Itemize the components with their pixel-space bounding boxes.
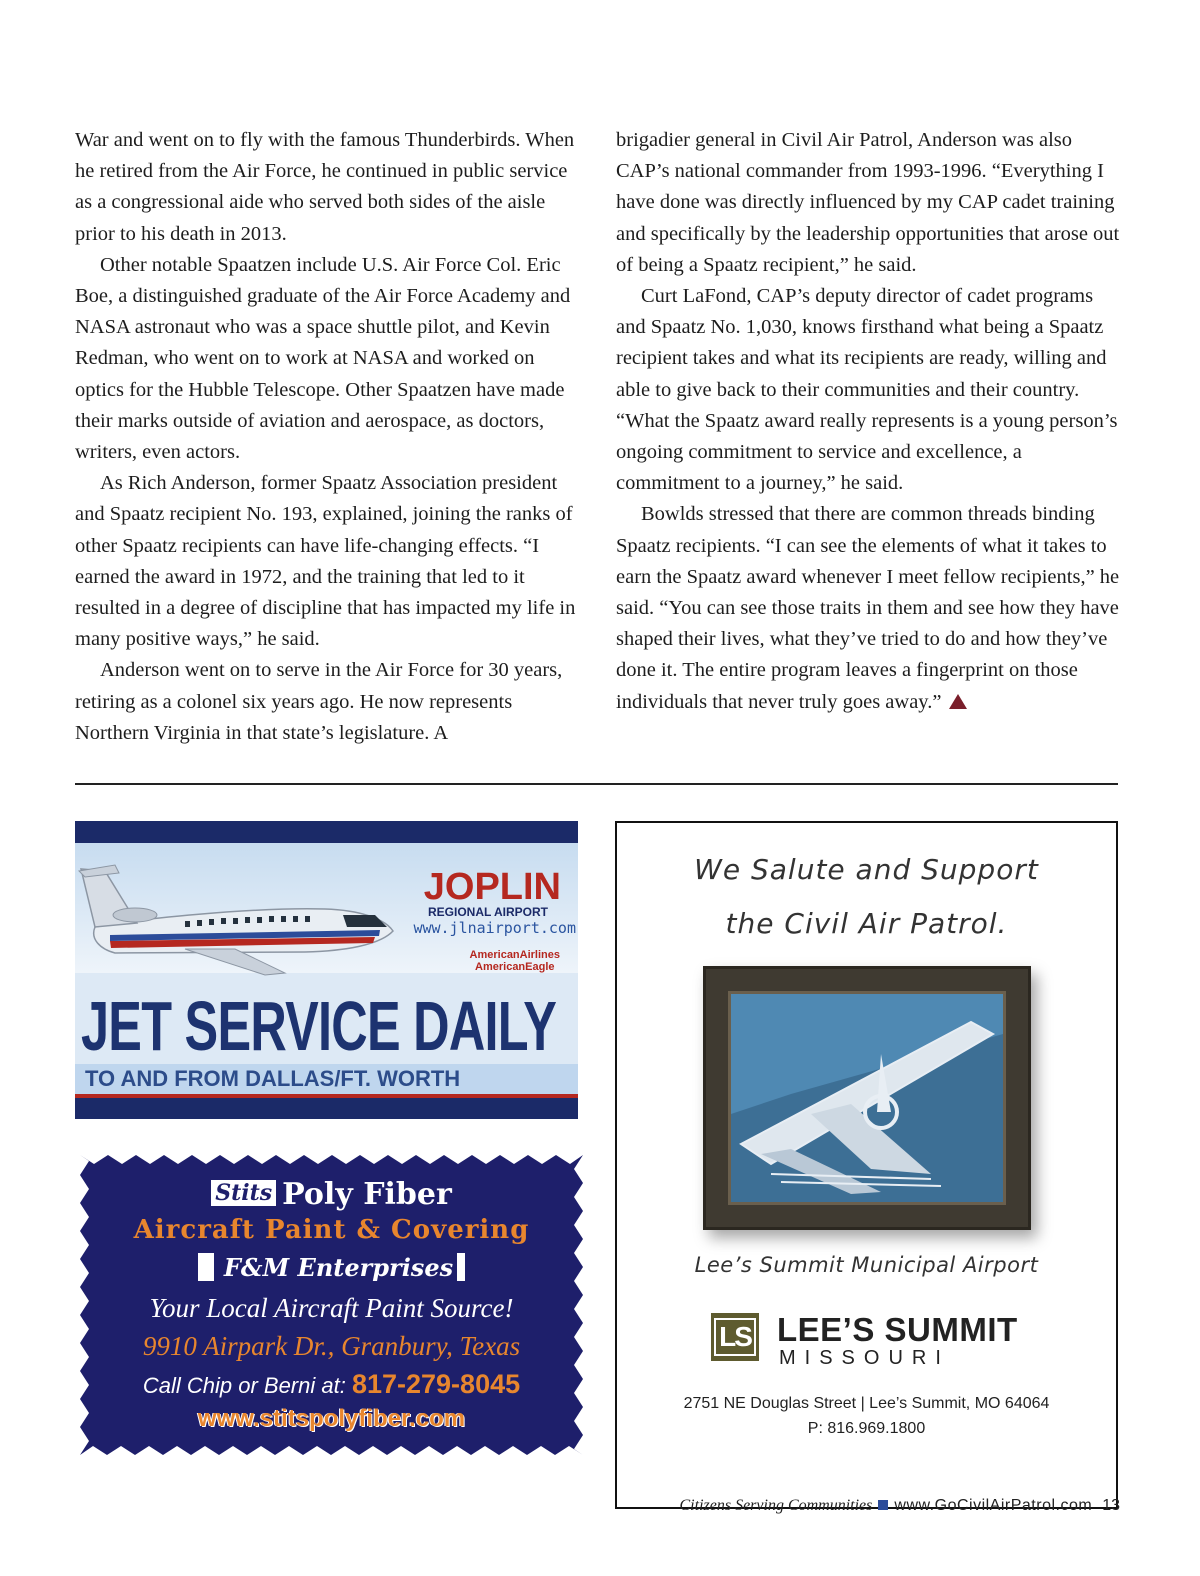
section-divider — [75, 783, 1118, 785]
article-paragraph: Other notable Spaatzen include U.S. Air Force Col. Eric Boe, a distinguished graduate of the Air Force Academy and NASA astronaut who was a space shuttle pilot, and Kevin Redman, who went on to work at NASA and worked on optics for the Hubble Telescope. Other Spaatzen have made their marks outside of aviation and aerospace, as doctors, writers, even actors. — [75, 253, 571, 464]
article-paragraph: Anderson went on to serve in the Air Force for 30 years, retiring as a colonel six years ago. He now represents Northern Virginia in that state’s legislature. A — [75, 659, 563, 744]
salute-line-2: the Civil Air Patrol. — [725, 907, 1008, 940]
stits-tagline: Aircraft Paint & Covering — [133, 1215, 530, 1245]
ad-top-bar — [75, 821, 578, 843]
article-paragraph: As Rich Anderson, former Spaatz Association president and Spaatz recipient No. 193, explained, joining the ranks of other Spaatz recipients can have life-changing effects. “I earned the award in 1972, and the training that led to it resulted in a degree of discipline that has impacted my life in many positive ways,” he said. — [75, 472, 576, 651]
lees-summit-phone[interactable]: P: 816.969.1800 — [807, 1420, 926, 1437]
lees-summit-ad[interactable] — [615, 821, 1118, 1509]
stits-slogan: Your Local Aircraft Paint Source! — [149, 1293, 514, 1323]
brand-name: Poly Fiber — [282, 1177, 452, 1212]
jet-airplane-icon — [75, 849, 405, 989]
article-right-column — [616, 125, 1121, 718]
stits-address: 9910 Airpark Dr., Granbury, Texas — [142, 1331, 521, 1361]
stits-by-line — [80, 1253, 583, 1282]
footer-square-icon — [878, 1500, 888, 1510]
salute-line-1: We Salute and Support — [694, 853, 1039, 886]
by-line-lead-block — [198, 1253, 214, 1281]
joplin-logo-subtitle: REGIONAL AIRPORT — [427, 905, 548, 919]
lees-summit-logo-mark — [711, 1313, 759, 1361]
ad-headline: JET SERVICE DAILY — [81, 987, 557, 1065]
vintage-airplane-icon — [731, 994, 1003, 1202]
joplin-url[interactable]: www.jlnairport.com — [413, 919, 576, 937]
call-label: Call Chip or Berni at: — [142, 1373, 346, 1398]
article-paragraph: War and went on to fly with the famous Thunderbirds. When he retired from the Air Force, he continued in public service as a congressional aide who served both sides of the aisle prior to his death in 2013. — [75, 129, 575, 245]
american-airlines-logo — [470, 949, 560, 973]
by-line-tail-block — [457, 1253, 465, 1281]
framed-picture — [703, 966, 1031, 1230]
airport-caption: Lee’s Summit Municipal Airport — [694, 1253, 1039, 1277]
stits-phone[interactable]: 817-279-8045 — [351, 1369, 521, 1399]
page-footer — [680, 1497, 1121, 1515]
framed-airplane-art — [728, 991, 1006, 1205]
stits-contact — [80, 1369, 583, 1400]
joplin-logo-text: JOPLIN — [423, 866, 561, 908]
brand-lead: Stits — [211, 1180, 276, 1206]
airline-name: AmericanAirlines — [469, 949, 560, 961]
lees-summit-logo-state: MISSOURI — [779, 1347, 950, 1369]
logo-mark-letters: LS — [714, 1318, 756, 1356]
article-paragraph-text: Bowlds stressed that there are common threads binding Spaatz recipients. “I can see the elements of what it takes to earn the Spaatz award whenever I meet fellow recipients,” he said. “You can see those traits in them and see how they have shaped their lives, what they’ve tried to do and how they’ve done it. The entire program leaves a fingerprint on those individuals that never truly goes away.” — [616, 503, 1120, 713]
article-paragraph — [616, 499, 1121, 717]
end-of-article-triangle-icon — [949, 694, 967, 709]
airline-subname: AmericanEagle — [475, 961, 555, 973]
stits-brand — [80, 1177, 583, 1212]
article-paragraph: Curt LaFond, CAP’s deputy director of cadet programs and Spaatz No. 1,030, knows firsthand what being a Spaatz recipient takes and what its recipients are ready, willing and able to give back to their communities and their country. “What the Spaatz award really represents is a young person’s ongoing commitment to service and excellence, a commitment to a journey,” he said. — [616, 285, 1118, 495]
article-paragraph: brigadier general in Civil Air Patrol, Anderson was also CAP’s national commander from 1993-1996. “Everything I have done was directly influenced by my CAP cadet training and specifically by the leadership opportunities that arose out of being a Spaatz recipient,” he said. — [616, 129, 1120, 276]
lees-summit-logo-name: LEE’S SUMMIT — [777, 1311, 1018, 1348]
footer-tagline: Citizens Serving Communities — [679, 1497, 873, 1514]
ad-bottom-bar — [75, 1098, 578, 1119]
footer-url[interactable]: www.GoCivilAirPatrol.com — [894, 1497, 1093, 1514]
lees-summit-address: 2751 NE Douglas Street | Lee’s Summit, MO 64064 — [683, 1395, 1050, 1412]
stits-poly-fiber-ad[interactable] — [80, 1155, 583, 1455]
article-left-column — [75, 125, 580, 749]
joplin-airport-ad[interactable] — [75, 821, 578, 1119]
stits-url[interactable]: www.stitspolyfiber.com — [197, 1405, 466, 1432]
page-number: 13 — [1102, 1497, 1120, 1514]
ad-route-text: TO AND FROM DALLAS/FT. WORTH — [85, 1066, 461, 1091]
by-line-text: F&M Enterprises — [223, 1253, 454, 1282]
